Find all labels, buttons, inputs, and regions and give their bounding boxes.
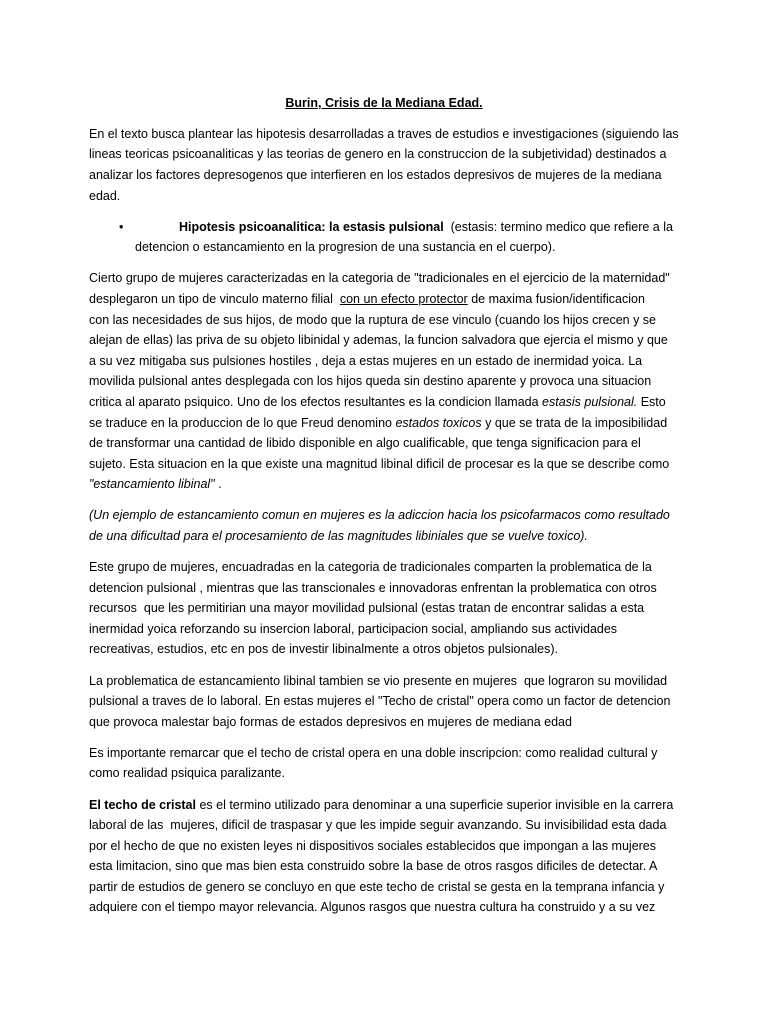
- italic-text: estasis pulsional.: [542, 394, 638, 409]
- document-title: Burin, Crisis de la Mediana Edad.: [285, 95, 483, 110]
- text-line: recursos que les permitirian una mayor movilidad pulsional (estas tratan de encontrar salidas a esta: [89, 601, 645, 616]
- text-line: esta limitacion, sino que mas bien esta construido sobre la base de otros rasgos dificiles de detectar. A: [89, 859, 658, 874]
- text-line: [89, 474, 679, 495]
- underlined-text: con un efecto protector: [339, 291, 468, 306]
- italic-text: (Un ejemplo de estancamiento comun en mujeres es la adiccion hacia los psicofarmacos como resultado: [89, 508, 670, 523]
- italic-text: "estancamiento libinal": [89, 477, 215, 492]
- text-run: critica al aparato psiquico. Uno de los efectos resultantes es la condicion llamada: [89, 394, 543, 409]
- paragraph: [89, 795, 679, 919]
- text-line: analizar los factores depresogenos que interfieren en los estados depresivos de mujeres de la mediana: [89, 167, 662, 182]
- text-line: como realidad psiquica paralizante.: [89, 766, 285, 781]
- bullet-marker: •: [119, 219, 124, 234]
- text-line: por el hecho de que no existen leyes ni dispositivos sociales establecidos que impongan a las mujeres: [89, 838, 657, 853]
- text-line: lineas teoricas psicoanaliticas y las teorias de genero en la construccion de la subjetividad) destinados a: [89, 147, 667, 162]
- text-line: de transformar una cantidad de libido disponible en algo cualificable, que tenga significacion para el: [89, 436, 641, 451]
- text-line: [89, 392, 679, 413]
- text-line: adquiere con el tiempo mayor relevancia. Algunos rasgos que nuestra cultura ha construido y a su vez: [89, 900, 656, 915]
- text-line: que provoca malestar bajo formas de estados depresivos en mujeres de mediana edad: [89, 714, 572, 729]
- paragraph: [89, 124, 679, 206]
- text-line: Este grupo de mujeres, encuadradas en la categoria de tradicionales comparten la problematica de la: [89, 560, 652, 575]
- bold-text: El techo de cristal: [89, 797, 196, 812]
- text-line: [89, 505, 679, 526]
- italic-text: de una dificultad para el procesamiento de las magnitudes libiniales que se vuelve toxico).: [89, 528, 588, 543]
- text-line: inermidad yoica reforzando su insercion laboral, participacion social, ampliando sus actividades: [89, 621, 618, 636]
- document-body: [89, 93, 679, 918]
- text-line: Cierto grupo de mujeres caracterizadas en la categoria de "tradicionales en el ejercicio de la maternidad": [89, 271, 670, 286]
- text-line: [89, 795, 679, 816]
- text-line: [89, 526, 679, 547]
- text-line: La problematica de estancamiento libinal tambien se vio presente en mujeres que lograron su movilidad: [89, 673, 668, 688]
- text-line: a su vez mitigaba sus pulsiones hostiles , deja a estas mujeres en un estado de inermidad yoica. La: [89, 353, 643, 368]
- text-line: En el texto busca plantear las hipotesis desarrolladas a traves de estudios e investigaciones (siguiendo las: [89, 126, 679, 141]
- document-text: [89, 124, 679, 918]
- bold-text: Hipotesis psicoanalitica: la estasis pulsional: [179, 219, 444, 234]
- italic-text: estados toxicos: [395, 415, 482, 430]
- text-line: pulsional a traves de lo laboral. En estas mujeres el "Techo de cristal" opera como un factor de detencion: [89, 694, 671, 709]
- text-line: [89, 413, 679, 434]
- text-line: sujeto. Esta situacion en la que existe una magnitud libinal dificil de procesar es la que se describe como: [89, 456, 670, 471]
- text-run: es el termino utilizado para denominar a una superficie superior invisible en la carrera: [195, 797, 674, 812]
- text-line: laboral de las mujeres, dificil de traspasar y que les impide seguir avanzando. Su invisibilidad esta dada: [89, 818, 667, 833]
- paragraph: [89, 743, 679, 784]
- text-line: edad.: [89, 188, 121, 203]
- text-run: de maxima fusion/identificacion: [467, 291, 645, 306]
- text-run: Esto: [637, 394, 666, 409]
- text-run: y que se trata de la imposibilidad: [481, 415, 668, 430]
- text-line: [89, 289, 679, 310]
- paragraph: [89, 268, 679, 495]
- text-line: con las necesidades de sus hijos, de modo que la ruptura de ese vinculo (cuando los hijos crecen y se: [89, 312, 657, 327]
- text-line: detencion pulsional , mientras que las transcionales e innovadoras enfrentan la problematica con otros: [89, 580, 657, 595]
- text-run: (estasis: termino medico que refiere a la: [443, 219, 673, 234]
- paragraph: [89, 557, 679, 660]
- paragraph: [89, 671, 679, 733]
- text-run: .: [214, 477, 222, 492]
- text-run: desplegaron un tipo de vinculo materno filial: [89, 291, 340, 306]
- text-run: se traduce en la produccion de lo que Freud denomino: [89, 415, 396, 430]
- text-line: partir de estudios de genero se concluyo en que este techo de cristal se gesta en la temprana infancia y: [89, 879, 665, 894]
- text-line: movilida pulsional antes desplegada con los hijos queda sin destino aparente y provoca una situacion: [89, 374, 652, 389]
- text-line: detencion o estancamiento en la progresion de una sustancia en el cuerpo).: [135, 240, 556, 255]
- paragraph: [89, 505, 679, 546]
- text-line: alejan de ellas) las priva de su objeto libinidal y ademas, la funcion salvadora que ejercia el mismo y que: [89, 333, 668, 348]
- text-line: Es importante remarcar que el techo de cristal opera en una doble inscripcion: como realidad cultural y: [89, 745, 658, 760]
- text-line: recreativas, estudios, etc en pos de investir libinalmente a otros objetos pulsionales).: [89, 642, 559, 657]
- bullet-item: [89, 217, 679, 258]
- text-line: [135, 217, 679, 238]
